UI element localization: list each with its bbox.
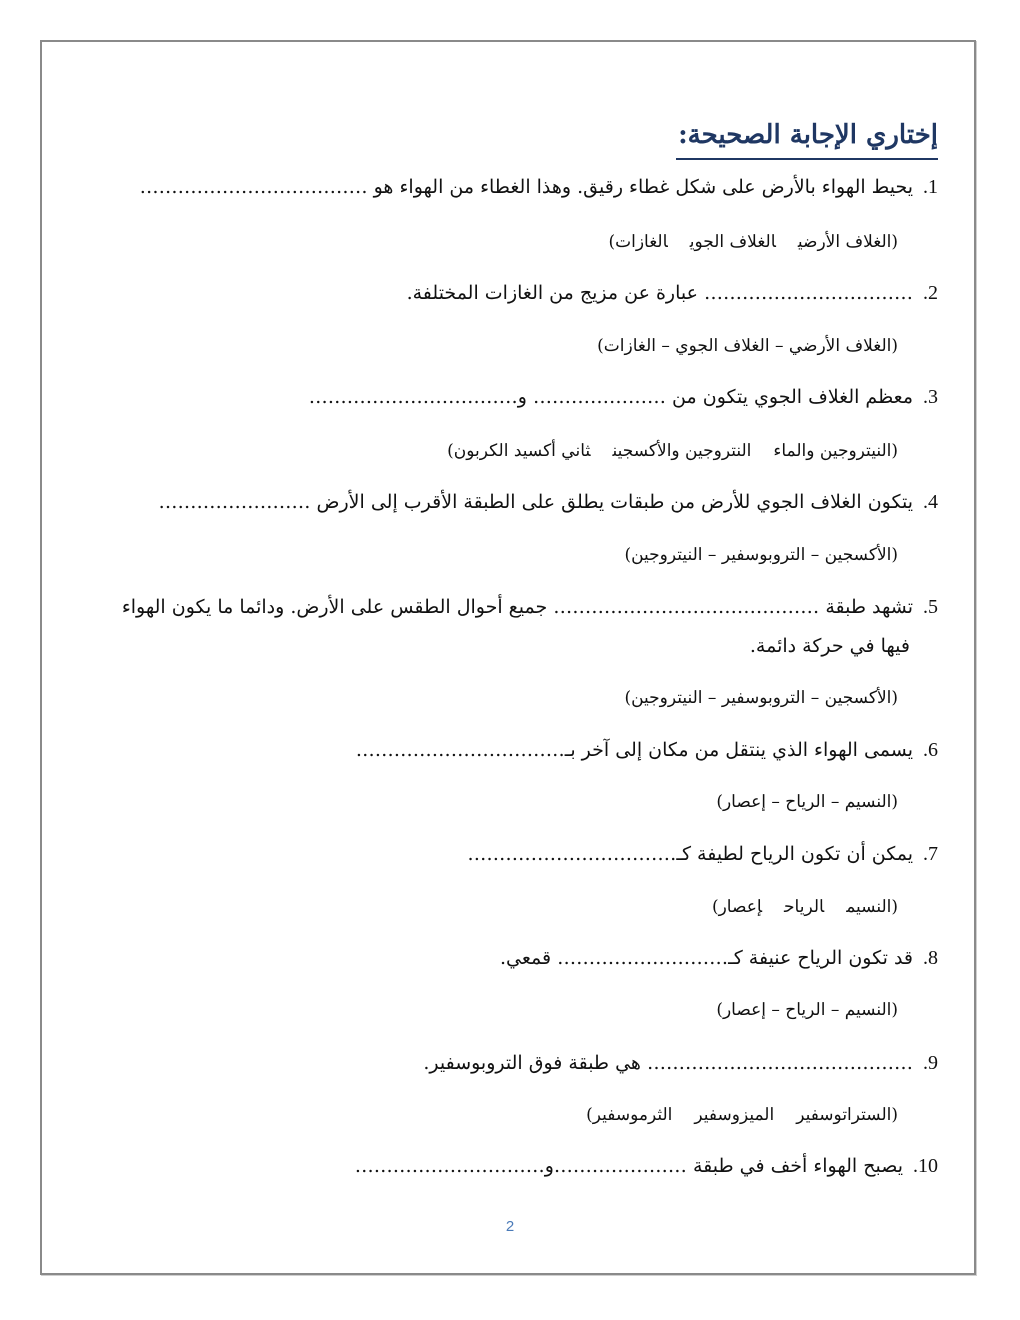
option: (النسيم xyxy=(846,897,898,917)
options-8 xyxy=(694,1000,898,1020)
option: الغلاف الجوي xyxy=(689,232,776,252)
options-2 xyxy=(575,336,898,356)
question-text: معظم الغلاف الجوي يتكون من xyxy=(666,386,913,408)
answer-blank: …………………… xyxy=(158,491,311,513)
question-7 xyxy=(467,843,938,866)
question-text: قد تكون الرياح عنيفة كـ xyxy=(728,947,913,969)
option: (النسيم – الرياح – إعصار) xyxy=(716,1000,898,1020)
option: (النسيم – الرياح – إعصار) xyxy=(716,792,898,812)
option: (الستراتوسفير xyxy=(796,1105,898,1125)
answer-blank: ……………………………… xyxy=(139,176,368,198)
question-number: 10. xyxy=(913,1155,938,1177)
question-number: 8. xyxy=(923,947,938,969)
question-text: هي طبقة فوق التروبوسفير. xyxy=(423,1052,647,1074)
question-text: يصبح الهواء أخف في طبقة xyxy=(686,1155,903,1177)
option: الغازات) xyxy=(608,232,668,252)
option: (النيتروجين والماء xyxy=(773,441,898,461)
option: الثرموسفير) xyxy=(586,1105,673,1125)
option: الرياح xyxy=(784,897,825,917)
question-4 xyxy=(159,491,939,514)
question-text-after: جميع أحوال الطقس على الأرض. ودائما ما يكون الهواء xyxy=(121,596,554,618)
question-6 xyxy=(356,739,938,762)
answer-blank: …………………………… xyxy=(467,843,677,865)
question-2 xyxy=(407,282,938,305)
answer-blank: …………………………………… xyxy=(553,596,820,618)
options-9 xyxy=(564,1105,898,1125)
question-text: يسمى الهواء الذي ينتقل من مكان إلى آخر بـ xyxy=(564,739,913,761)
answer-blank: …………………و………………………… xyxy=(354,1155,687,1177)
question-text-after: قمعي. xyxy=(499,947,552,969)
question-8 xyxy=(500,947,938,970)
question-5 xyxy=(122,596,938,619)
answer-blank: …………………………… xyxy=(355,739,565,761)
options-5 xyxy=(602,688,898,708)
question-number: 3. xyxy=(923,386,938,408)
options-7 xyxy=(690,897,898,917)
title-underline xyxy=(676,158,938,160)
option: (الأكسجين – التروبوسفير – النيتروجين) xyxy=(624,688,898,708)
question-text: يحيط الهواء بالأرض على شكل غطاء رقيق. وهذا الغطاء من الهواء هو xyxy=(367,176,913,198)
option: النتروجين والأكسجين xyxy=(612,441,752,461)
page-title: إختاري الإجابة الصحيحة: xyxy=(678,120,938,150)
question-number: 6. xyxy=(923,739,938,761)
question-number: 9. xyxy=(923,1052,938,1074)
question-9 xyxy=(423,1052,938,1075)
question-number: 4. xyxy=(923,491,938,513)
page-number: 2 xyxy=(505,1218,515,1235)
question-1 xyxy=(140,176,938,199)
question-text: عبارة عن مزيج من الغازات المختلفة. xyxy=(406,282,704,304)
question-text: يتكون الغلاف الجوي للأرض من طبقات يطلق على الطبقة الأقرب إلى الأرض xyxy=(310,491,913,513)
option: الميزوسفير xyxy=(694,1105,775,1125)
option: ثاني أكسيد الكربون) xyxy=(447,441,591,461)
question-number: 1. xyxy=(923,176,938,198)
answer-blank: …………………………………… xyxy=(647,1052,913,1074)
option: (الغلاف الأرضي xyxy=(797,232,898,252)
answer-blank: ……………………… xyxy=(551,947,729,969)
answer-blank: …………………………… xyxy=(704,282,913,304)
option: (الأكسجين – التروبوسفير – النيتروجين) xyxy=(624,545,898,565)
question-number: 7. xyxy=(923,843,938,865)
answer-blank: ………………… و…………………………… xyxy=(308,386,667,408)
options-6 xyxy=(694,792,898,812)
question-number: 5. xyxy=(923,596,938,618)
question-text: يمكن أن تكون الرياح لطيفة كـ xyxy=(676,843,913,865)
question-10 xyxy=(355,1155,938,1178)
question-3 xyxy=(309,386,938,409)
option: إعصار) xyxy=(711,897,763,917)
question-5-continuation: فيها في حركة دائمة. xyxy=(749,635,910,657)
options-4 xyxy=(602,545,898,565)
question-number: 2. xyxy=(923,282,938,304)
option: (الغلاف الأرضي – الغلاف الجوي – الغازات) xyxy=(597,336,898,356)
question-text: تشهد طبقة xyxy=(819,596,913,618)
options-1 xyxy=(586,232,898,252)
options-3 xyxy=(425,441,898,461)
